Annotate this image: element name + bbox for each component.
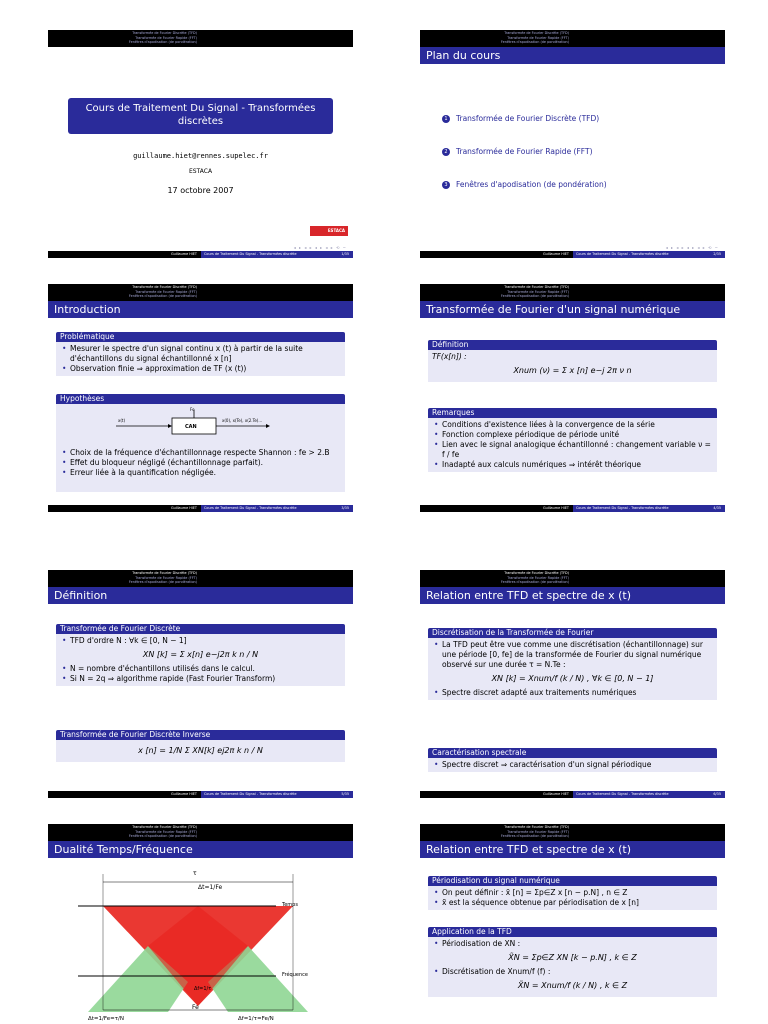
block-body: [428, 350, 717, 382]
label-bottom-right: Δf=1/τ=Fe/N: [238, 1016, 274, 1022]
block-body: [56, 740, 345, 762]
nav-section-2[interactable]: Transformée de Fourier Rapide (FFT): [507, 289, 569, 294]
footer-title-bar: [573, 505, 725, 512]
footer-title: Cours de Traitement Du Signal - Transformées discrète: [204, 792, 297, 796]
block-title: Définition: [428, 340, 717, 350]
nav-section-1[interactable]: Transformée de Fourier Discrète (TFD): [132, 31, 197, 35]
toc-label: Transformée de Fourier Discrète (TFD): [456, 114, 600, 123]
page-number: 2/35: [713, 252, 721, 256]
list-item: • Si N = 2q ⇒ algorithme rapide (Fast Fourier Transform): [70, 674, 341, 684]
block-title: Périodisation du signal numérique: [428, 876, 717, 886]
block-body: [428, 638, 717, 700]
can-diagram: [56, 406, 345, 442]
block-body: [428, 886, 717, 910]
page-number: 1/35: [341, 252, 349, 256]
slide-header: [420, 30, 725, 47]
slide-title: [48, 30, 353, 258]
nav-section-3[interactable]: Fenêtres d'apodisation (de pondération): [500, 40, 569, 44]
slide-definition-tfd: [48, 570, 353, 798]
list-item: • Spectre discret ⇒ caractérisation d'un signal périodique: [442, 760, 713, 770]
block-body: [56, 404, 345, 492]
slide-relation-periodisation: [420, 824, 725, 1024]
block-definition: [428, 340, 717, 382]
presentation-title: Cours de Traitement Du Signal - Transformées discrètes: [85, 103, 316, 127]
list-item: • Choix de la fréquence d'échantillonnage respecte Shannon : fe > 2.B: [70, 448, 341, 458]
presentation-date: 17 octobre 2007: [167, 186, 234, 195]
list-item: • La TFD peut être vue comme une discrétisation (échantillonnage) sur une période [0, fe] de la transformée de Fourier du signal numérique observé sur une durée τ = N.Te :: [442, 640, 713, 670]
page-number: 5/35: [341, 792, 349, 796]
nav-section-1[interactable]: Transformée de Fourier Discrète (TFD): [132, 571, 197, 575]
block-title: Remarques: [428, 408, 717, 418]
slide-footer: [48, 251, 353, 258]
block-title: Problématique: [56, 332, 345, 342]
block-title: Transformée de Fourier Discrète: [56, 624, 345, 634]
nav-section-2[interactable]: Transformée de Fourier Rapide (FFT): [507, 829, 569, 834]
nav-section-2[interactable]: Transformée de Fourier Rapide (FFT): [135, 575, 197, 580]
block-title: Caractérisation spectrale: [428, 748, 717, 758]
block-hypotheses: [56, 394, 345, 492]
slide-header: [48, 30, 353, 47]
toc-bullet-icon: 1: [442, 115, 450, 123]
slide-relation-tfd-spectre: [420, 570, 725, 798]
slide-footer: [48, 791, 353, 798]
block-remarques: [428, 408, 717, 472]
list-item: • Lien avec le signal analogique échantillonné : changement variable ν = f / fe: [442, 440, 713, 460]
block-title: Transformée de Fourier Discrète Inverse: [56, 730, 345, 740]
list-item: • TFD d'ordre N : ∀k ∈ [0, N − 1]: [70, 636, 341, 646]
label-temps: Temps: [282, 902, 298, 908]
footer-title: Cours de Traitement Du Signal - Transformées discrète: [576, 252, 669, 256]
toc-bullet-icon: 2: [442, 148, 450, 156]
block-title: Hypothèses: [56, 394, 345, 404]
toc-label: Transformée de Fourier Rapide (FFT): [456, 147, 593, 156]
list-item: • Conditions d'existence liées à la convergence de la série: [442, 420, 713, 430]
list-item: • Fonction complexe périodique de période unité: [442, 430, 713, 440]
label-bottom-left: Δt=1/Fe=τ/N: [88, 1016, 125, 1022]
block-title: Discrétisation de la Transformée de Fourier: [428, 628, 717, 638]
slide-footer: [48, 505, 353, 512]
block-caracterisation: [428, 748, 717, 772]
nav-section-2[interactable]: Transformée de Fourier Rapide (FFT): [507, 575, 569, 580]
nav-section-3[interactable]: Fenêtres d'apodisation (de pondération): [128, 40, 197, 44]
slide-header: [48, 284, 353, 301]
beamer-nav-symbols[interactable]: ◂ ▸ ◂ ▸ ◂ ▸ ◂ ▸ ⟲ ∽: [293, 245, 347, 250]
equation: X̃N = Xnum/f (k / N) , k ∈ Z: [517, 981, 628, 990]
footer-title-bar: [201, 505, 353, 512]
block-discretisation: [428, 628, 717, 700]
diagram-fe-label: Fe: [190, 407, 195, 412]
footer-title: Cours de Traitement Du Signal - Transformées discrète: [576, 792, 669, 796]
toc-item-3[interactable]: [442, 180, 607, 189]
block-application-tfd: [428, 927, 717, 997]
list-item: • Erreur liée à la quantification négligée.: [70, 468, 341, 478]
nav-section-2[interactable]: Transformée de Fourier Rapide (FFT): [135, 289, 197, 294]
nav-section-1[interactable]: Transformée de Fourier Discrète (TFD): [504, 285, 569, 289]
label-tau: τ: [193, 870, 197, 877]
equation: X̃N = Σp∈Z XN [k − p.N] , k ∈ Z: [508, 953, 637, 962]
label-dt: Δt=1/Fe: [198, 884, 223, 891]
definition-label: TF(x[n]) :: [432, 352, 467, 361]
footer-title: Cours de Traitement Du Signal - Transformées discrète: [204, 252, 297, 256]
slide-header: [48, 570, 353, 587]
page-number: 6/35: [713, 792, 721, 796]
frame-title: Introduction: [48, 301, 353, 318]
toc-bullet-icon: 3: [442, 181, 450, 189]
block-title: Application de la TFD: [428, 927, 717, 937]
block-body: [428, 758, 717, 772]
frame-title: Relation entre TFD et spectre de x (t): [420, 841, 725, 858]
list-item: • Spectre discret adapté aux traitements numériques: [442, 688, 713, 698]
institution: ESTACA: [188, 168, 213, 175]
slide-tf-signal-numerique: [420, 284, 725, 512]
diagram-input-label: x(t): [118, 418, 126, 423]
footer-author: Guillaume HIET: [542, 792, 569, 796]
label-fe: Fe: [192, 1004, 199, 1011]
slide-header: [420, 824, 725, 841]
author-email: guillaume.hiet@rennes.supelec.fr: [133, 152, 268, 160]
list-item: • Effet du bloqueur négligé (échantillonnage parfait).: [70, 458, 341, 468]
frame-title: Plan du cours: [420, 47, 725, 64]
slide-plan: [420, 30, 725, 258]
slide-header: [48, 824, 353, 841]
footer-title-bar: [201, 251, 353, 258]
block-body: [56, 342, 345, 376]
nav-section-1[interactable]: Transformée de Fourier Discrète (TFD): [132, 825, 197, 829]
equation: x [n] = 1/N Σ XN[k] ej2π k n / N: [138, 746, 263, 755]
frame-title: Définition: [48, 587, 353, 604]
title-box: [68, 98, 333, 134]
list-item: • Observation finie ⇒ approximation de TF (x (t)): [70, 364, 341, 374]
footer-author: Guillaume HIET: [170, 252, 197, 256]
nav-section-1[interactable]: Transformée de Fourier Discrète (TFD): [132, 285, 197, 289]
slide-introduction: [48, 284, 353, 512]
slide-footer: [420, 505, 725, 512]
list-item: • Inadapté aux calculs numériques ⇒ intérêt théorique: [442, 460, 713, 470]
nav-section-3[interactable]: Fenêtres d'apodisation (de pondération): [500, 834, 569, 838]
footer-title: Cours de Traitement Du Signal - Transformées discrète: [576, 506, 669, 510]
nav-section-3[interactable]: Fenêtres d'apodisation (de pondération): [500, 580, 569, 584]
footer-author: Guillaume HIET: [170, 506, 197, 510]
frame-title: Relation entre TFD et spectre de x (t): [420, 587, 725, 604]
block-periodisation: [428, 876, 717, 910]
page-number: 3/35: [341, 506, 349, 510]
block-tfd: [56, 624, 345, 686]
nav-section-2[interactable]: Transformée de Fourier Rapide (FFT): [135, 35, 197, 40]
estaca-logo: [310, 226, 348, 236]
toc-item-2[interactable]: [442, 147, 593, 156]
block-problematique: [56, 332, 345, 376]
nav-section-3[interactable]: Fenêtres d'apodisation (de pondération): [128, 580, 197, 584]
nav-section-1[interactable]: Transformée de Fourier Discrète (TFD): [504, 825, 569, 829]
frame-title: Dualité Temps/Fréquence: [48, 841, 353, 858]
page-number: 4/35: [713, 506, 721, 510]
slide-dualite: [48, 824, 353, 1024]
list-item: • Mesurer le spectre d'un signal continu x (t) à partir de la suite d'échantillons du signal échantillonné x [n]: [70, 344, 341, 364]
footer-author: Guillaume HIET: [170, 792, 197, 796]
nav-section-3[interactable]: Fenêtres d'apodisation (de pondération): [500, 294, 569, 298]
slide-footer: [420, 251, 725, 258]
list-item: • On peut définir : x̃ [n] = Σp∈Z x [n − p.N] , n ∈ Z: [442, 888, 713, 898]
nav-section-3[interactable]: Fenêtres d'apodisation (de pondération): [128, 834, 197, 838]
slide-header: [420, 284, 725, 301]
footer-author: Guillaume HIET: [542, 506, 569, 510]
frame-title: Transformée de Fourier d'un signal numérique: [420, 301, 725, 318]
footer-title-bar: [573, 251, 725, 258]
footer-author: Guillaume HIET: [542, 252, 569, 256]
diagram-can-label: CAN: [185, 424, 197, 430]
equation: Xnum (ν) = Σ x [n] e−j 2π ν n: [513, 366, 632, 375]
slide-footer: [420, 791, 725, 798]
list-item: • x̃ est la séquence obtenue par périodisation de x [n]: [442, 898, 713, 908]
beamer-nav-symbols[interactable]: ◂ ▸ ◂ ▸ ◂ ▸ ◂ ▸ ⟲ ∽: [665, 245, 719, 250]
list-item: • Discrétisation de Xnum/f (f) :: [442, 967, 713, 977]
slide-header: [420, 570, 725, 587]
list-item: • Périodisation de XN :: [442, 939, 713, 949]
logo-text: ESTACA: [327, 228, 345, 233]
block-tfd-inverse: [56, 730, 345, 762]
equation: XN [k] = Σ x[n] e−j2π k n / N: [142, 650, 259, 659]
nav-section-1[interactable]: Transformée de Fourier Discrète (TFD): [504, 571, 569, 575]
block-body: [56, 634, 345, 686]
label-frequence: Fréquence: [282, 972, 308, 978]
toc-item-1[interactable]: [442, 114, 599, 123]
list-item: • N = nombre d'échantillons utilisés dans le calcul.: [70, 664, 341, 674]
equation: XN [k] = Xnum/f (k / N) , ∀k ∈ [0, N − 1]: [491, 674, 654, 683]
footer-title-bar: [573, 791, 725, 798]
nav-section-2[interactable]: Transformée de Fourier Rapide (FFT): [135, 829, 197, 834]
block-body: [428, 418, 717, 472]
nav-section-2[interactable]: Transformée de Fourier Rapide (FFT): [507, 35, 569, 40]
nav-section-3[interactable]: Fenêtres d'apodisation (de pondération): [128, 294, 197, 298]
footer-title: Cours de Traitement Du Signal - Transformées discrète: [204, 506, 297, 510]
toc-label: Fenêtres d'apodisation (de pondération): [456, 180, 607, 189]
footer-title-bar: [201, 791, 353, 798]
block-body: [428, 937, 717, 997]
label-df: Δf=1/τ: [194, 986, 212, 992]
diagram-output-label: x(0), x(Te), x(2.Te)...: [222, 418, 263, 423]
nav-section-1[interactable]: Transformée de Fourier Discrète (TFD): [504, 31, 569, 35]
